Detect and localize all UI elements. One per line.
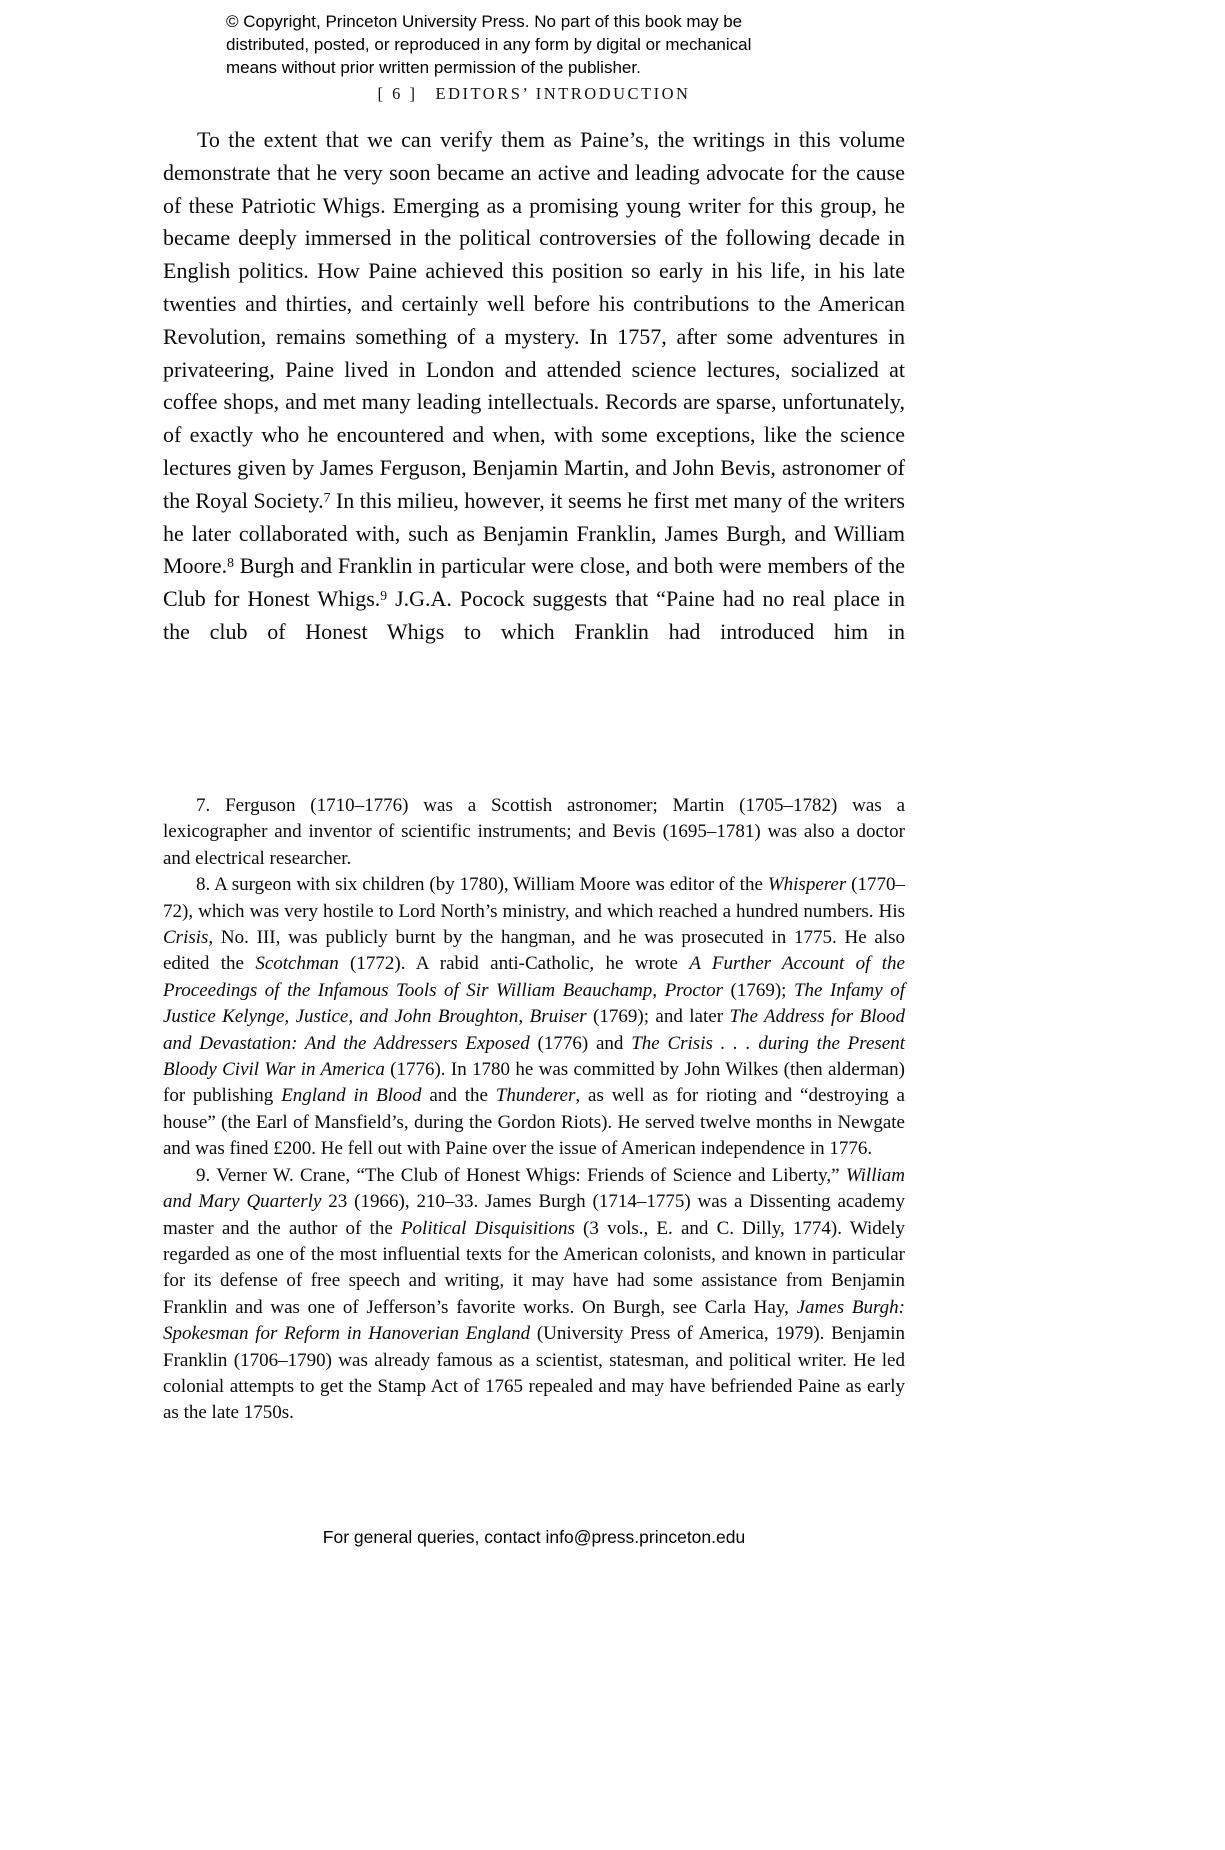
italic-title: The Address for Blood and Devastation: And the Addressers Exposed xyxy=(163,1006,905,1054)
text-run: (1770–72), which was very hostile to Lord North’s ministry, and which reached a hundred numbers. His xyxy=(163,874,906,922)
italic-title: A Further Account of the Proceedings of the Infamous Tools of Sir William Beauchamp, Proctor xyxy=(163,953,905,1001)
italic-title: Scotchman xyxy=(255,953,339,975)
body-text xyxy=(163,124,905,649)
text-run: (1772). A rabid anti-Catholic, he wrote xyxy=(338,953,690,975)
italic-title: The Crisis . . . during the Present Bloody Civil War in America xyxy=(163,1032,905,1081)
text-run: To the extent that we can verify them as Paine’s, the writings in this volume demonstrate that he very soon became an active and leading advocate for the cause of these Patriotic Whigs. Emerging as a promising young writer for this group, he became deeply immersed in the political controversies of the following decade in English politics. How Paine achieved this position so early in his life, in his late twenties and thirties, and certainly well before his contributions to the American Revolution, remains something of a mystery. In 1757, after some adventures in privateering, Paine lived in London and attended science lectures, socialized at coffee shops, and met many leading intellectuals. Records are sparse, unfortunately, of exactly who he encountered and when, with some exceptions, like the science lectures given by James Ferguson, Benjamin Martin, and John Bevis, astronomer of the Royal Society. xyxy=(163,127,905,513)
italic-title: Whisperer xyxy=(767,874,847,896)
italic-title: James Burgh: Spokesman for Reform in Hanoverian England xyxy=(163,1296,905,1345)
footnote-9 xyxy=(163,1163,905,1427)
footer-contact: For general queries, contact info@press.princeton.edu xyxy=(322,1527,746,1547)
text-run: (University Press of America, 1979). Benjamin Franklin (1706–1790) was already famous as a scientist, statesman, and political writer. He led colonial attempts to get the Stamp Act of 1765 repealed and may have befriended Paine as early as the late 1750s. xyxy=(163,1323,905,1424)
text-run: 9. Verner W. Crane, “The Club of Honest Whigs: Friends of Science and Liberty,” xyxy=(196,1164,846,1186)
text-run: In this milieu, however, it seems he first met many of the writers he later collaborated with, such as Benjamin Franklin, James Burgh, and William Moore. xyxy=(163,487,905,579)
italic-title: Political Disquisitions xyxy=(400,1217,575,1239)
copyright-line: © Copyright, Princeton University Press. No part of this book may be xyxy=(226,12,743,31)
text-run: (1769); xyxy=(722,979,794,1001)
section-title: EDITORS’ INTRODUCTION xyxy=(435,84,691,103)
footnote-8 xyxy=(163,872,905,1162)
body-paragraph xyxy=(163,124,905,649)
italic-title: William and Mary Quarterly xyxy=(163,1164,905,1213)
text-run: (1776) and xyxy=(529,1032,632,1054)
text-run: Burgh and Franklin in particular were close, and both were members of the Club for Honest Whigs. xyxy=(163,553,905,612)
footnote-ref: 9 xyxy=(380,588,388,604)
footnote-ref: 8 xyxy=(227,555,234,571)
copyright-line: distributed, posted, or reproduced in any form by digital or mechanical xyxy=(226,35,752,54)
footnote-7 xyxy=(163,793,905,872)
text-run: (1769); and later xyxy=(586,1006,730,1028)
footnote-ref: 7 xyxy=(323,489,331,505)
footnotes xyxy=(163,793,905,1427)
text-run: J.G.A. Pocock suggests that “Paine had no real place in the club of Honest Whigs to which Franklin had introduced him in xyxy=(163,586,906,644)
running-head xyxy=(163,84,905,104)
copyright-line: means without prior written permission of the publisher. xyxy=(226,58,641,77)
text-run: and the xyxy=(421,1085,496,1107)
text-run: 23 (1966), 210–33. James Burgh (1714–1775) was a Dissenting academy master and the author of the xyxy=(163,1191,906,1239)
italic-title: Crisis xyxy=(163,927,209,949)
text-run: , No. III, was publicly burnt by the hangman, and he was prosecuted in 1775. He also edited the xyxy=(163,927,905,975)
italic-title: Thunderer xyxy=(495,1085,576,1107)
italic-title: The Infamy of Justice Kelynge, Justice, and John Broughton, Bruiser xyxy=(163,979,905,1028)
text-run: , as well as for rioting and “destroying a house” (the Earl of Mansfield’s, during the Gordon Riots). He served twelve months in Newgate and was fined £200. He fell out with Paine over the issue of American independence in 1776. xyxy=(163,1085,905,1160)
italic-title: England in Blood xyxy=(281,1085,422,1107)
copyright-notice xyxy=(226,10,866,79)
page-number: [ 6 ] xyxy=(377,84,418,103)
text-run: 7. Ferguson (1710–1776) was a Scottish astronomer; Martin (1705–1782) was a lexicographer and inventor of scientific instruments; and Bevis (1695–1781) was also a doctor and electrical researcher. xyxy=(163,795,905,869)
text-run: (3 vols., E. and C. Dilly, 1774). Widely regarded as one of the most influential texts for the American colonists, and known in particular for its defense of free speech and writing, it may have had some assistance from Benjamin Franklin and was one of Jefferson’s favorite works. On Burgh, see Carla Hay, xyxy=(163,1217,905,1318)
text-run: 8. A surgeon with six children (by 1780), William Moore was editor of the xyxy=(196,874,768,896)
text-run: (1776). In 1780 he was committed by John Wilkes (then alderman) for publishing xyxy=(163,1059,905,1107)
